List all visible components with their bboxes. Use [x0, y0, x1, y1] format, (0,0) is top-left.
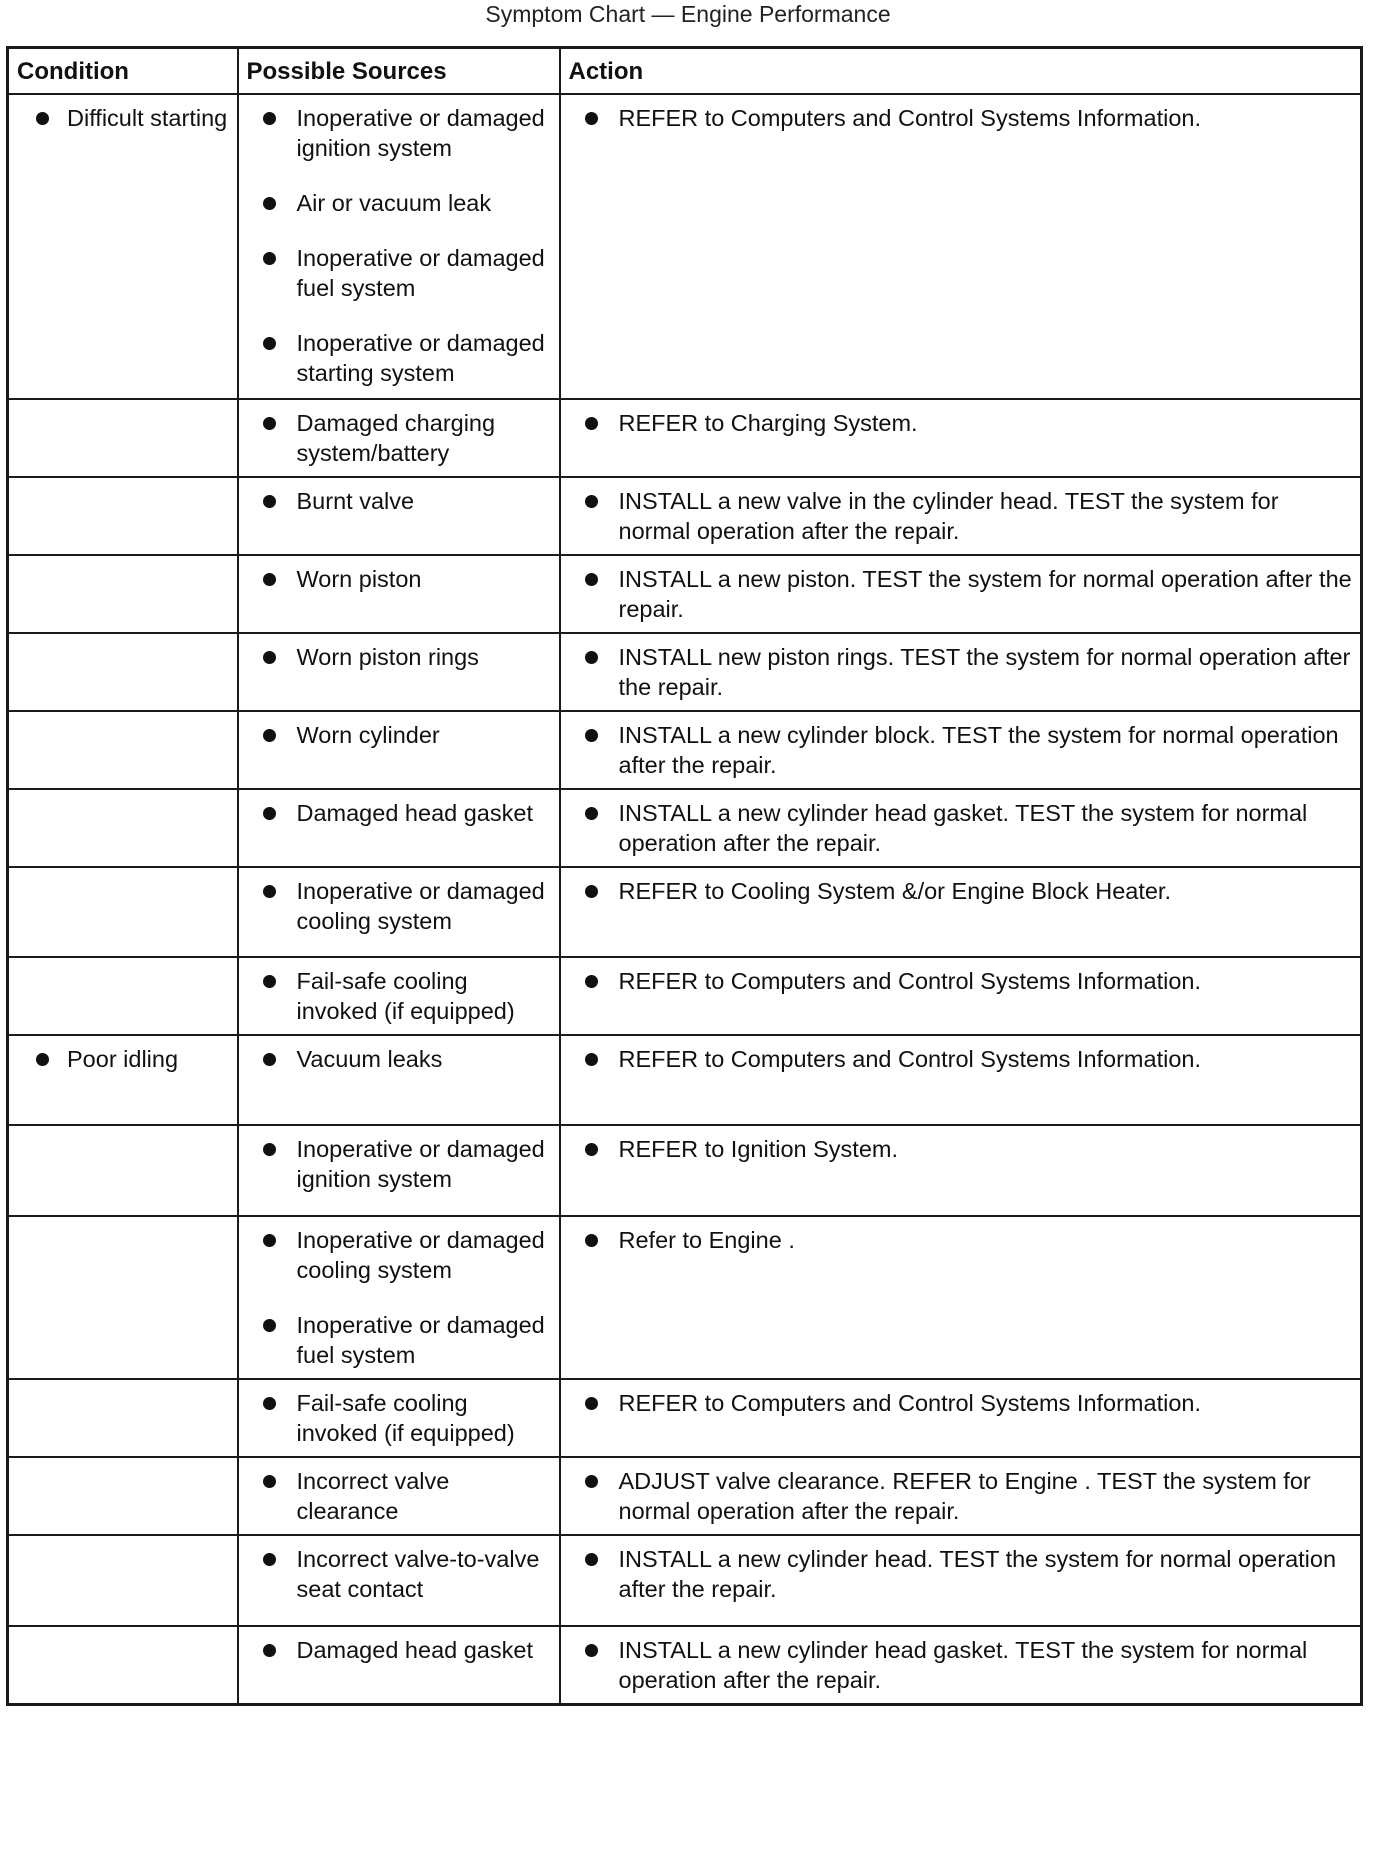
action-item-text: Refer to Engine .: [618, 1226, 795, 1253]
condition-cell: [8, 94, 238, 399]
action-item-text: INSTALL a new cylinder head. TEST the system for normal operation after the repair.: [618, 1545, 1337, 1602]
bullet-icon: [36, 112, 49, 125]
source-item-text: Damaged head gasket: [296, 799, 533, 826]
action-item-text: REFER to Computers and Control Systems Information.: [618, 1045, 1201, 1072]
table-row: [8, 957, 1362, 1035]
bullet-icon: [263, 337, 276, 350]
action-item-text: INSTALL a new cylinder head gasket. TEST the system for normal operation after the repair.: [618, 799, 1308, 856]
table-row: [8, 789, 1362, 867]
action-item: [561, 1225, 1353, 1255]
source-item-text: Inoperative or damaged starting system: [296, 329, 545, 386]
bullet-icon: [585, 1553, 598, 1566]
sources-cell: [238, 1125, 560, 1216]
action-item: [561, 1388, 1353, 1418]
table-row: [8, 867, 1362, 957]
bullet-icon: [263, 1319, 276, 1332]
source-item-text: Worn cylinder: [296, 721, 440, 748]
bullet-icon: [585, 1234, 598, 1247]
source-item-text: Damaged charging system/battery: [296, 409, 496, 466]
action-cell: [560, 399, 1362, 477]
table-row: [8, 1457, 1362, 1535]
action-cell: [560, 1125, 1362, 1216]
source-item-text: Worn piston: [296, 565, 422, 592]
action-item: [561, 1044, 1353, 1074]
table-row: [8, 633, 1362, 711]
source-item-text: Inoperative or damaged fuel system: [296, 244, 545, 301]
action-cell: [560, 957, 1362, 1035]
sources-cell: [238, 555, 560, 633]
action-item: [561, 642, 1353, 702]
table-row: [8, 1535, 1362, 1626]
bullet-icon: [585, 807, 598, 820]
action-cell: [560, 867, 1362, 957]
sources-cell: [238, 711, 560, 789]
condition-cell: [8, 1216, 238, 1379]
bullet-icon: [263, 495, 276, 508]
action-cell: [560, 555, 1362, 633]
source-item-text: Incorrect valve-to-valve seat contact: [296, 1545, 540, 1602]
action-cell: [560, 1535, 1362, 1626]
action-item-text: INSTALL a new valve in the cylinder head. TEST the system for normal operation after the repair.: [618, 487, 1279, 544]
bullet-icon: [263, 1397, 276, 1410]
action-cell: [560, 1626, 1362, 1705]
condition-cell: [8, 711, 238, 789]
action-item: [561, 1134, 1353, 1164]
action-item: [561, 966, 1353, 996]
bullet-icon: [263, 1553, 276, 1566]
bullet-icon: [585, 1644, 598, 1657]
action-item: [561, 798, 1353, 858]
action-item-text: INSTALL a new piston. TEST the system for normal operation after the repair.: [618, 565, 1352, 622]
bullet-icon: [263, 975, 276, 988]
source-item-text: Inoperative or damaged fuel system: [296, 1311, 545, 1368]
table-row: [8, 1379, 1362, 1457]
table-row: [8, 555, 1362, 633]
condition-item-text: Difficult starting: [67, 104, 228, 131]
source-item-text: Inoperative or damaged cooling system: [296, 877, 545, 934]
condition-item-text: Poor idling: [67, 1045, 179, 1072]
source-item: [239, 408, 551, 468]
bullet-icon: [263, 1143, 276, 1156]
action-item-text: REFER to Computers and Control Systems Information.: [618, 967, 1201, 994]
bullet-icon: [585, 417, 598, 430]
source-item: [239, 798, 551, 828]
source-item-text: Air or vacuum leak: [296, 189, 492, 216]
table-row: [8, 399, 1362, 477]
source-item: [239, 103, 551, 163]
bullet-icon: [36, 1053, 49, 1066]
condition-cell: [8, 633, 238, 711]
sources-cell: [238, 1457, 560, 1535]
source-item: [239, 1310, 551, 1370]
bullet-icon: [263, 417, 276, 430]
source-item-text: Incorrect valve clearance: [296, 1467, 450, 1524]
condition-cell: [8, 789, 238, 867]
source-item: [239, 1044, 551, 1074]
action-item: [561, 720, 1353, 780]
condition-item: [9, 103, 229, 133]
bullet-icon: [585, 495, 598, 508]
action-cell: [560, 711, 1362, 789]
sources-cell: [238, 94, 560, 399]
page-title: Symptom Chart — Engine Performance: [485, 1, 891, 27]
sources-cell: [238, 1035, 560, 1125]
action-cell: [560, 1035, 1362, 1125]
table-row: [8, 1125, 1362, 1216]
symptom-chart-table: [6, 46, 1363, 1706]
action-item: [561, 564, 1353, 624]
condition-cell: [8, 957, 238, 1035]
source-item-text: Vacuum leaks: [296, 1045, 443, 1072]
source-item: [239, 486, 551, 516]
source-item: [239, 188, 551, 218]
source-item: [239, 642, 551, 672]
action-cell: [560, 477, 1362, 555]
bullet-icon: [263, 807, 276, 820]
source-item: [239, 720, 551, 750]
action-cell: [560, 1216, 1362, 1379]
table-row: [8, 94, 1362, 399]
bullet-icon: [585, 1053, 598, 1066]
bullet-icon: [263, 573, 276, 586]
sources-cell: [238, 957, 560, 1035]
condition-cell: [8, 1626, 238, 1705]
action-item-text: REFER to Computers and Control Systems Information.: [618, 1389, 1201, 1416]
condition-cell: [8, 399, 238, 477]
source-item: [239, 1466, 551, 1526]
source-item-text: Burnt valve: [296, 487, 415, 514]
condition-cell: [8, 1535, 238, 1626]
chart-body: [8, 94, 1362, 1705]
action-item-text: REFER to Cooling System &/or Engine Block Heater.: [618, 877, 1171, 904]
source-item-text: Fail-safe cooling invoked (if equipped): [296, 1389, 515, 1446]
bullet-icon: [585, 1397, 598, 1410]
source-item: [239, 1635, 551, 1665]
source-item: [239, 1225, 551, 1285]
table-row: [8, 711, 1362, 789]
bullet-icon: [585, 112, 598, 125]
action-cell: [560, 633, 1362, 711]
condition-cell: [8, 555, 238, 633]
table-row: [8, 1626, 1362, 1705]
source-item-text: Damaged head gasket: [296, 1636, 533, 1663]
source-item-text: Fail-safe cooling invoked (if equipped): [296, 967, 515, 1024]
action-cell: [560, 1379, 1362, 1457]
column-header-action: Action: [560, 48, 1362, 94]
bullet-icon: [585, 573, 598, 586]
action-item: [561, 1544, 1353, 1604]
sources-cell: [238, 477, 560, 555]
condition-cell: [8, 1457, 238, 1535]
action-cell: [560, 1457, 1362, 1535]
action-item: [561, 486, 1353, 546]
bullet-icon: [585, 651, 598, 664]
sources-cell: [238, 1216, 560, 1379]
sources-cell: [238, 399, 560, 477]
source-item: [239, 1134, 551, 1194]
source-item: [239, 328, 551, 388]
sources-cell: [238, 1535, 560, 1626]
action-item-text: REFER to Computers and Control Systems Information.: [618, 104, 1201, 131]
condition-cell: [8, 1379, 238, 1457]
bullet-icon: [585, 975, 598, 988]
sources-cell: [238, 633, 560, 711]
action-item-text: REFER to Charging System.: [618, 409, 918, 436]
condition-cell: [8, 1125, 238, 1216]
bullet-icon: [263, 197, 276, 210]
bullet-icon: [263, 112, 276, 125]
action-cell: [560, 789, 1362, 867]
bullet-icon: [585, 1143, 598, 1156]
source-item: [239, 1388, 551, 1448]
header-row: [8, 48, 1362, 94]
source-item: [239, 243, 551, 303]
action-item-text: INSTALL new piston rings. TEST the system for normal operation after the repair.: [618, 643, 1351, 700]
bullet-icon: [263, 1234, 276, 1247]
action-item-text: INSTALL a new cylinder head gasket. TEST the system for normal operation after the repair.: [618, 1636, 1308, 1693]
sources-cell: [238, 867, 560, 957]
source-item-text: Inoperative or damaged cooling system: [296, 1226, 545, 1283]
bullet-icon: [585, 885, 598, 898]
source-item: [239, 876, 551, 936]
source-item-text: Inoperative or damaged ignition system: [296, 1135, 545, 1192]
bullet-icon: [585, 729, 598, 742]
action-item-text: ADJUST valve clearance. REFER to Engine . TEST the system for normal operation after the repair.: [618, 1467, 1311, 1524]
bullet-icon: [263, 885, 276, 898]
action-item: [561, 1466, 1353, 1526]
bullet-icon: [585, 1475, 598, 1488]
condition-cell: [8, 477, 238, 555]
action-item: [561, 103, 1353, 133]
condition-item: [9, 1044, 229, 1074]
condition-cell: [8, 867, 238, 957]
column-header-sources: Possible Sources: [238, 48, 560, 94]
table-row: [8, 477, 1362, 555]
source-item: [239, 564, 551, 594]
action-item: [561, 876, 1353, 906]
source-item-text: Worn piston rings: [296, 643, 479, 670]
bullet-icon: [263, 252, 276, 265]
sources-cell: [238, 1379, 560, 1457]
action-cell: [560, 94, 1362, 399]
source-item: [239, 966, 551, 1026]
sources-cell: [238, 789, 560, 867]
bullet-icon: [263, 1053, 276, 1066]
action-item-text: REFER to Ignition System.: [618, 1135, 898, 1162]
bullet-icon: [263, 1475, 276, 1488]
action-item-text: INSTALL a new cylinder block. TEST the system for normal operation after the repair.: [618, 721, 1339, 778]
source-item: [239, 1544, 551, 1604]
condition-cell: [8, 1035, 238, 1125]
action-item: [561, 408, 1353, 438]
bullet-icon: [263, 1644, 276, 1657]
bullet-icon: [263, 651, 276, 664]
action-item: [561, 1635, 1353, 1695]
table-row: [8, 1216, 1362, 1379]
bullet-icon: [263, 729, 276, 742]
column-header-condition: Condition: [8, 48, 238, 94]
sources-cell: [238, 1626, 560, 1705]
table-row: [8, 1035, 1362, 1125]
source-item-text: Inoperative or damaged ignition system: [296, 104, 545, 161]
